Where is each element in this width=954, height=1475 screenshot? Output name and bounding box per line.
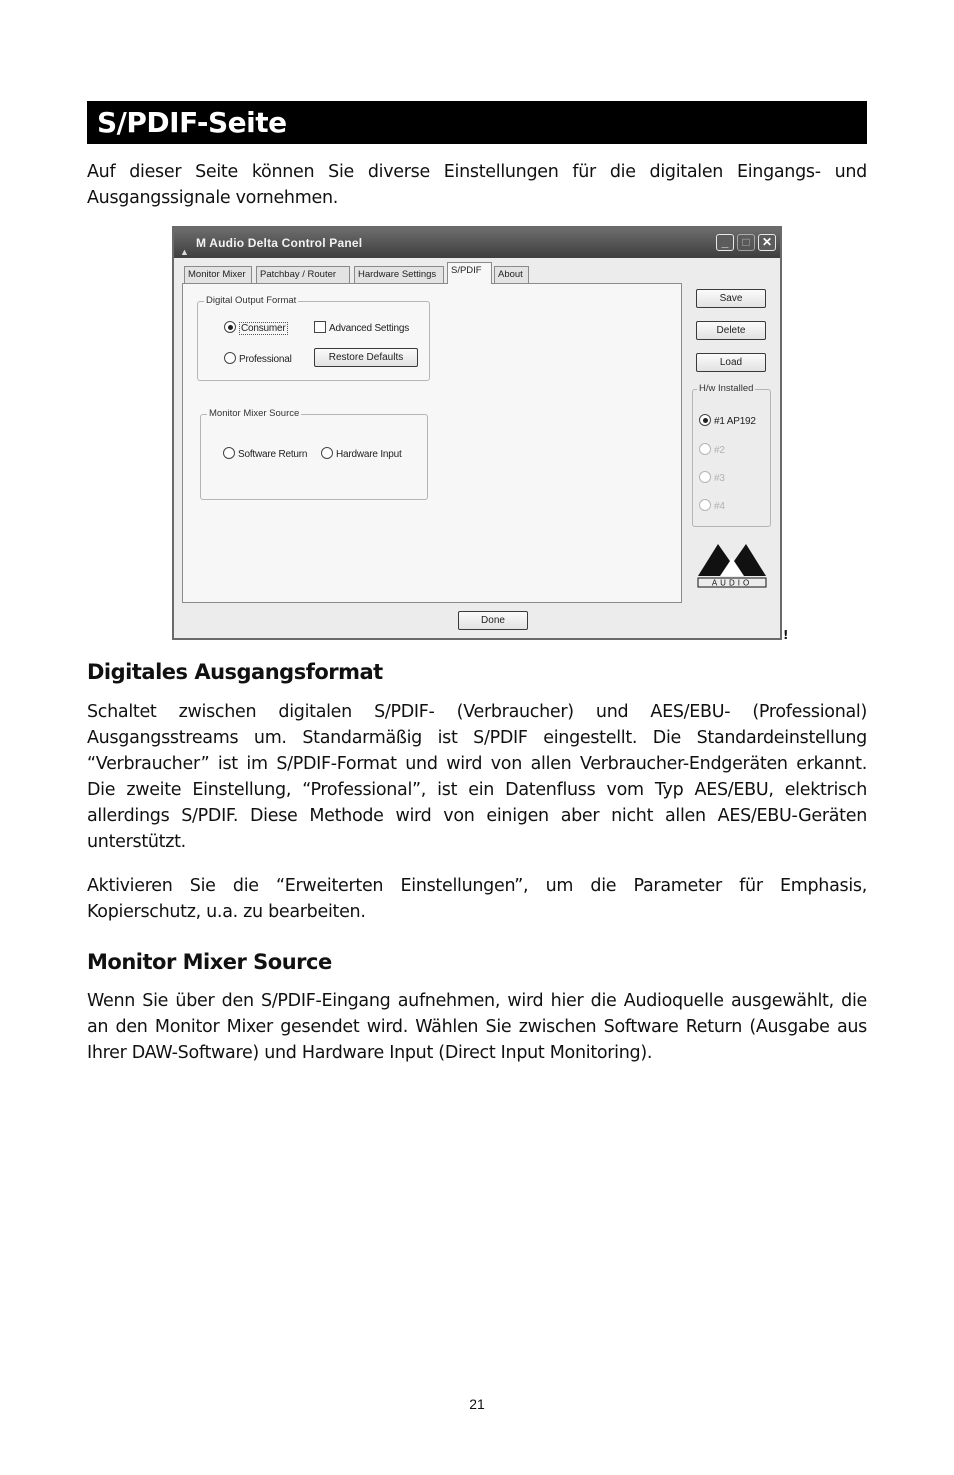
advanced-settings-checkbox[interactable]: [314, 321, 409, 334]
consumer-radio[interactable]: [224, 321, 288, 334]
delete-button[interactable]: Delete: [696, 321, 766, 340]
section-heading-monitor-source: Monitor Mixer Source: [87, 950, 332, 974]
hw-installed-title: H/w Installed: [699, 383, 754, 394]
close-button[interactable]: ✕: [758, 234, 776, 251]
checkbox-icon: [314, 321, 326, 333]
maximize-button[interactable]: □: [737, 234, 755, 251]
hw-item-3: [699, 471, 725, 484]
section-heading-digital-output: Digitales Ausgangsformat: [87, 660, 383, 684]
advanced-settings-label: Advanced Settings: [329, 323, 409, 334]
hardware-input-radio[interactable]: [321, 447, 402, 460]
hw-item-label: #3: [714, 473, 725, 484]
radio-disabled-icon: [699, 471, 711, 483]
hw-installed-group: [692, 383, 771, 527]
restore-defaults-button[interactable]: Restore Defaults: [314, 348, 418, 367]
radio-icon: [321, 447, 333, 459]
software-return-label: Software Return: [238, 449, 308, 460]
page-title: S/PDIF-Seite: [87, 101, 867, 144]
professional-radio[interactable]: [224, 352, 292, 365]
tab-spdif[interactable]: S/PDIF: [447, 262, 492, 284]
hw-item-2: [699, 443, 725, 456]
tab-patchbay-router[interactable]: Patchbay / Router: [256, 266, 350, 283]
radio-selected-icon: [699, 414, 711, 426]
page-number: 21: [469, 1396, 485, 1412]
hardware-input-label: Hardware Input: [336, 449, 402, 460]
monitor-mixer-source-group: [200, 408, 428, 500]
digital-output-format-title: Digital Output Format: [206, 295, 297, 306]
logo-text: AUDIO: [711, 578, 753, 588]
tab-hardware-settings[interactable]: Hardware Settings: [354, 266, 444, 283]
load-button[interactable]: Load: [696, 353, 766, 372]
consumer-label: Consumer: [241, 323, 286, 334]
digital-output-paragraph: Schaltet zwischen digitalen S/PDIF- (Verbraucher) und AES/EBU- (Professional) Ausgangsstreams um. Standarmäßig ist S/PDIF eingestellt. Die Standardeinstellung “Verbraucher” ist im S/PDIF-Format und wird von allen Verbraucher-Endgeräten erkannt. Die zweite Einstellung, “Professional”, ist ein Datenfluss vom Typ AES/EBU, elektrisch allerdings S/PDIF. Diese Methode wird von einigen aber nicht allen AES/EBU-Geräten unterstützt.: [87, 702, 867, 852]
digital-output-format-group: [197, 295, 430, 381]
hw-item-1[interactable]: [699, 414, 756, 427]
done-button[interactable]: Done: [458, 611, 528, 630]
tab-monitor-mixer[interactable]: Monitor Mixer: [184, 266, 252, 283]
hw-item-label: #2: [714, 445, 725, 456]
monitor-mixer-source-title: Monitor Mixer Source: [209, 408, 300, 419]
control-panel-screenshot: [172, 226, 782, 640]
radio-disabled-icon: [699, 443, 711, 455]
hw-item-4: [699, 499, 725, 512]
software-return-radio[interactable]: [223, 447, 307, 460]
m-audio-logo: [696, 538, 768, 588]
window-title: M Audio Delta Control Panel: [196, 236, 363, 250]
monitor-source-paragraph: Wenn Sie über den S/PDIF-Eingang aufnehmen, wird hier die Audioquelle ausgewählt, die an den Monitor Mixer gesendet wird. Wählen Sie zwischen Software Return (Ausgabe aus Ihrer DAW-Software) und Hardware Input (Direct Input Monitoring).: [87, 991, 867, 1063]
radio-icon: [224, 352, 236, 364]
advanced-settings-paragraph: Aktivieren Sie die “Erweiterten Einstellungen”, um die Parameter für Emphasis, Kopierschutz, u.a. zu bearbeiten.: [87, 876, 867, 922]
radio-icon: [223, 447, 235, 459]
intro-paragraph: Auf dieser Seite können Sie diverse Einstellungen für die digitalen Eingangs- und Ausgangssignale vornehmen.: [87, 162, 867, 208]
tab-about[interactable]: About: [494, 266, 529, 283]
radio-disabled-icon: [699, 499, 711, 511]
window-title-bar: [174, 228, 780, 258]
app-icon: ▲: [180, 247, 189, 257]
hw-item-label: #1 AP192: [714, 416, 756, 427]
radio-selected-icon: [224, 321, 236, 333]
stray-mark: !: [783, 628, 789, 642]
spdif-panel: [182, 283, 682, 603]
professional-label: Professional: [239, 354, 292, 365]
hw-item-label: #4: [714, 501, 725, 512]
save-button[interactable]: Save: [696, 289, 766, 308]
minimize-button[interactable]: _: [716, 234, 734, 251]
